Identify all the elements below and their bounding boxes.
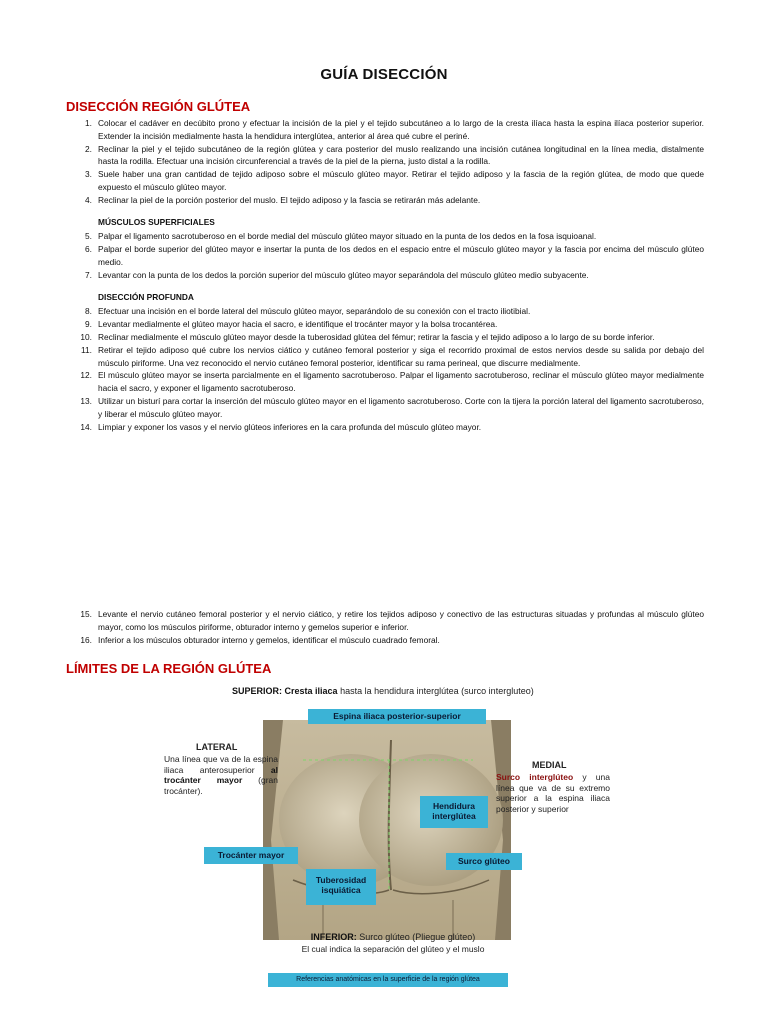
page-title: GUÍA DISECCIÓN [320, 66, 448, 83]
espina-label-box: Espina iliaca posterior-superior [308, 709, 486, 724]
lateral-description: Una línea que va de la espina iliaca anterosuperior al trocánter mayor (gran trocánter). [164, 754, 278, 796]
list-item: 2. Reclinar la piel y el tejido subcutáneo de la región glútea y cara posterior del muslo realizando una incisión cutánea longitudinal en la línea media, distalmente hasta la rodilla. Efectuar una incisión circunferencial a través de la piel de la pierna, justo distal a la rodilla. [85, 143, 704, 167]
medial-title: MEDIAL [532, 760, 567, 770]
list-item: 16. Inferior a los músculos obturador interno y gemelos, identificar el músculo cuadrado femoral. [80, 634, 440, 645]
superior-label: SUPERIOR: Cresta iliaca hasta la hendidura interglútea (surco intergluteo) [232, 686, 534, 696]
list-item: 15. Levante el nervio cutáneo femoral posterior y el nervio ciático, y retire los tejidos adiposo y conectivo de las estructuras situadas y profundas al músculo glúteo mayor, como los músculos piriforme, obturador interno y gemelos superior e inferior. [80, 609, 704, 632]
inferior-description: El cual indica la separación del glúteo y el muslo [301, 944, 485, 954]
list-item: 9. Levantar medialmente el glúteo mayor hacia el sacro, e identifique el trocánter mayor y la bolsa trocantérea. [85, 319, 498, 330]
list-item: 13. Utilizar un bisturí para cortar la inserción del músculo glúteo mayor en el ligamento sacrotuberoso. Corte con la tijera la porción lateral del ligamento sacrotuberoso, y liberar el músculo glúteo mayor. [80, 395, 704, 419]
gluteal-photo [263, 720, 511, 940]
trocanter-label-box: Trocánter mayor [204, 847, 298, 864]
inferior-label: INFERIOR: Surco glúteo (Pliegue glúteo) [310, 932, 476, 942]
list-item: 1. Colocar el cadáver en decúbito prono y efectuar la incisión de la piel y el tejido subcutáneo a lo largo de la cresta ilíaca hasta la espina ilíaca posterior superior. Extender la incisión medialmente hasta la hendidura interglútea, anterior al área qué cubre el periné. [85, 118, 704, 141]
section-heading-limites: LÍMITES DE LA REGIÓN GLÚTEA [66, 661, 272, 676]
gluteal-region-figure [160, 676, 612, 988]
tuberosidad-label-box: Tuberosidad isquiática [306, 869, 376, 905]
figure-caption: Referencias anatómicas en la superficie de la región glútea [268, 973, 508, 987]
steps-list-continued [66, 608, 704, 646]
section-heading-diseccion: DISECCIÓN REGIÓN GLÚTEA [66, 99, 251, 114]
list-item: 8. Efectuar una incisión en el borde lateral del músculo glúteo mayor, separándolo de su conexión con el tracto iliotibial. [85, 306, 531, 317]
list-item: 6. Palpar el borde superior del glúteo mayor e insertar la punta de los dedos en el espacio entre el músculo glúteo mayor y la fascia por encima del músculo glúteo medio. [85, 244, 704, 267]
list-item: 14. Limpiar y exponer los vasos y el nervio glúteos inferiores en la cara profunda del músculo glúteo mayor. [80, 421, 482, 432]
list-item: 5. Palpar el ligamento sacrotuberoso en el borde medial del músculo glúteo mayor situado en la punta de los dedos en la fosa isquioanal. [85, 231, 597, 242]
subheading-diseccion-profunda: DISECCIÓN PROFUNDA [98, 291, 194, 302]
medial-description: Surco interglúteo y una línea que va de su extremo superior a la espina iliaca posterior y superior [496, 772, 610, 814]
lateral-title: LATERAL [196, 742, 238, 752]
hendidura-label-box: Hendidura interglútea [420, 796, 488, 828]
list-item: 11. Retirar el tejido adiposo qué cubre los nervios ciático y cutáneo femoral posterior y siga el recorrido proximal de estos nervios desde su salida por debajo del músculo piriforme. Una vez reconocido el nervio cutáneo femoral posterior, identificar su rama perineal, que discurre medialmente. [81, 344, 704, 368]
surco-label-box: Surco glúteo [446, 853, 522, 870]
steps-list-main [66, 117, 704, 433]
list-item: 3. Suele haber una gran cantidad de tejido adiposo sobre el músculo glúteo mayor. Retirar el tejido adiposo y la fascia de la región glútea, de modo que quede expuesto el músculo glúteo mayor. [85, 169, 704, 192]
gluteal-illustration [263, 720, 511, 940]
list-item: 10. Reclinar medialmente el músculo glúteo mayor desde la tuberosidad glútea del fémur; retirar la fascia y el tejido adiposo a lo largo de su borde inferior. [80, 331, 655, 342]
list-item: 12. El músculo glúteo mayor se inserta parcialmente en el ligamento sacrotuberoso. Palpar el ligamento sacrotuberoso, reclinar el músculo glúteo mayor medialmente hacia el sacro, y exponer el ligamento sacrotuberoso. [80, 370, 704, 394]
subheading-musculos-superficiales: MÚSCULOS SUPERFICIALES [98, 216, 215, 227]
list-item: 4. Reclinar la piel de la porción posterior del muslo. El tejido adiposo y la fascia se retirarán más adelante. [85, 194, 481, 205]
list-item: 7. Levantar con la punta de los dedos la porción superior del músculo glúteo mayor separándola del músculo glúteo medio subyacente. [85, 269, 589, 280]
